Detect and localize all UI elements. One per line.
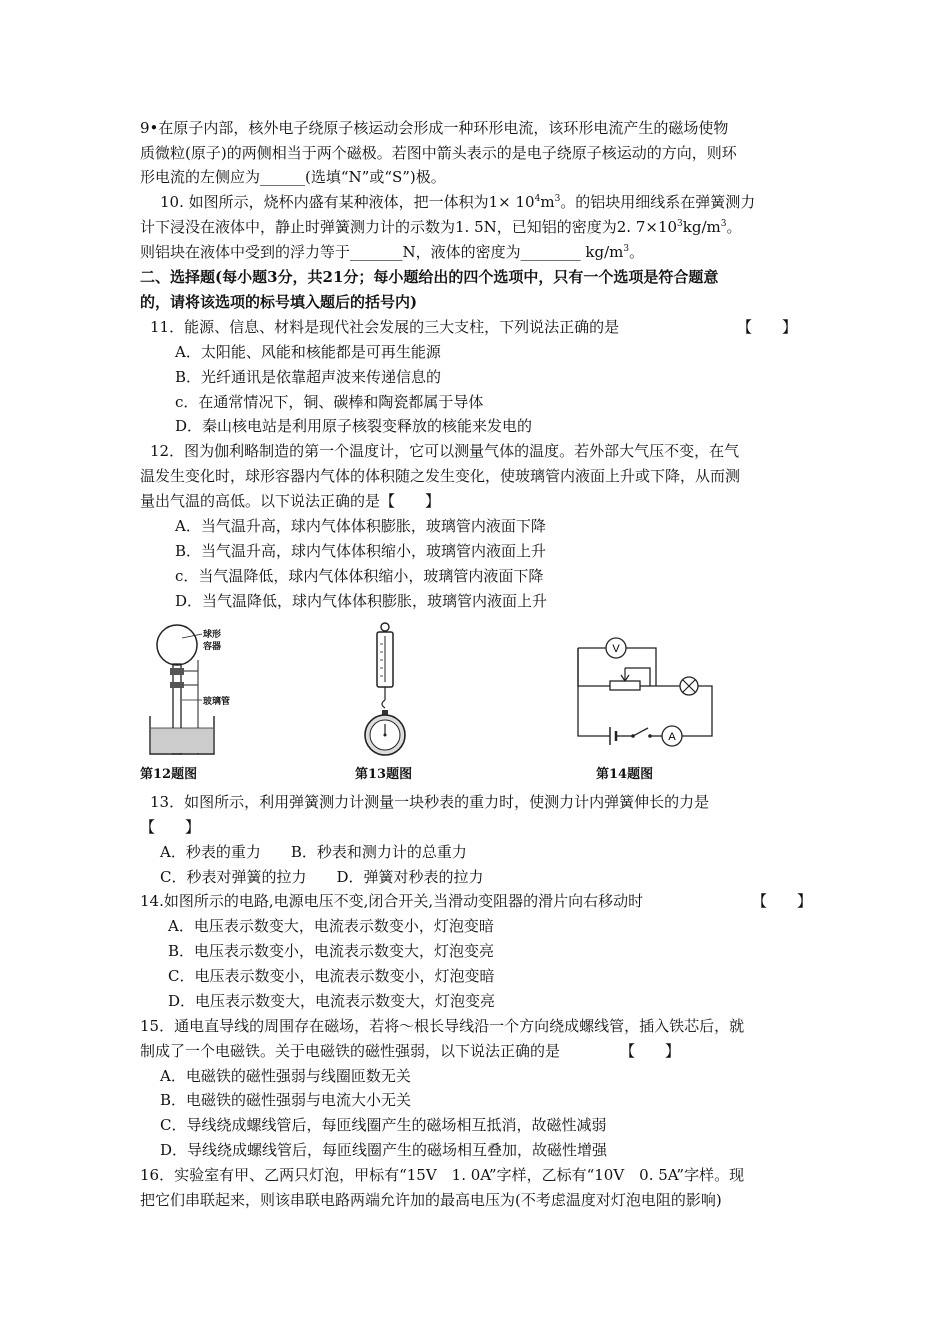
q10-l2-sup2: 3 (720, 219, 727, 229)
section2-heading-2: 的，请将该选项的标号填入题后的括号内) (140, 293, 418, 311)
q13-line-1: 13．如图所示，利用弹簧测力计测量一块秒表的重力时，使测力计内弹簧伸长的力是 (150, 793, 710, 811)
fig13-stopwatch-pivot (384, 734, 387, 737)
fig14-rheostat (610, 681, 640, 690)
q14-answer-bracket[interactable]: 【 】 (752, 892, 813, 910)
q9-line-1: 9•在原子内部，核外电子绕原子核运动会形成一种环形电流，该环形电流产生的磁场使物 (140, 119, 729, 137)
fig13-caption: 第13题图 (355, 767, 413, 782)
fig12-label-ball-2: 容器 (203, 642, 222, 652)
q10-l2-sup1: 3 (677, 219, 683, 229)
q12-line-1: 12．图为伽利略制造的第一个温度计，它可以测量气体的温度。若外部大气压不变，在气 (150, 442, 740, 460)
q10-l3-a: 则铝块在液体中受到的浮力等于_______N，液体的密度为________ kg/m (140, 243, 624, 261)
fig14-wire-left (578, 648, 610, 736)
q16-line-1: 16．实验室有甲、乙两只灯泡，甲标有“15V 1. 0A”字样，乙标有“10V 0. 5A”字样。现 (140, 1166, 745, 1184)
q11-stem (150, 315, 830, 339)
q10-l1-b: m (540, 193, 555, 211)
q10-line-3 (140, 240, 820, 264)
q10-line-2 (140, 215, 820, 239)
q14-option-a: A．电压表示数变大，电流表示数变小，灯泡变暗 (168, 917, 494, 935)
q12-option-b: B．当气温升高，球内气体体积缩小，玻璃管内液面上升 (175, 542, 547, 560)
fig12-clamp-2 (170, 682, 184, 688)
q10-line-1 (160, 190, 840, 214)
q11-stem-text: 11．能源、信息、材料是现代社会发展的三大支柱，下列说法正确的是 (150, 318, 620, 336)
fig12-label-ball-1: 球形 (203, 630, 222, 640)
fig14-circuit-diagram (570, 628, 720, 748)
fig12-liquid (151, 728, 213, 753)
fig12-leader-ball (182, 634, 202, 638)
q15-option-b: B．电磁铁的磁性强弱与电流大小无关 (160, 1091, 412, 1109)
q12-option-d: D．当气温降低，球内气体体积膨胀，玻璃管内液面上升 (175, 592, 548, 610)
q11-option-d: D．秦山核电站是利用原子核裂变释放的核能来发电的 (175, 417, 533, 435)
q10-l1-sup2: 3 (554, 194, 561, 204)
fig14-wire-voltmeter-right (626, 648, 656, 686)
q10-l3-sup: 3 (623, 244, 630, 254)
fig12-label-tube: 玻璃管 (203, 697, 231, 707)
q10-l1-sup1: 4 (534, 194, 541, 204)
fig14-caption: 第14题图 (596, 767, 654, 782)
q12-line-3: 量出气温的高低。以下说法正确的是【 】 (140, 492, 441, 510)
fig13-spring-scale-diagram (355, 620, 425, 760)
q15-option-a: A．电磁铁的磁性强弱与线圈匝数无关 (160, 1067, 411, 1085)
q11-option-a: A．太阳能、风能和核能都是可再生能源 (175, 343, 441, 361)
q9-line-2: 质微粒(原子)的两侧相当于两个磁极。若图中箭头表示的是电子绕原子核运动的方向，则环 (140, 144, 737, 162)
q15-option-c: C．导线绕成螺线管后，每匝线圈产生的磁场相互抵消，故磁性减弱 (160, 1116, 607, 1134)
q12-line-2: 温发生变化时，球形容器内气体的体积随之发生变化，使玻璃管内液面上升或下降，从而测 (140, 467, 741, 485)
fig14-switch-blade (633, 728, 648, 736)
q11-answer-bracket[interactable]: 【 】 (737, 318, 798, 336)
q9-line-3: 形电流的左侧应为______(选填“N”或“S”)极。 (140, 168, 446, 186)
q14-stem-text: 14.如图所示的电路,电源电压不变,闭合开关,当滑动变阻器的滑片向右移动时 (140, 892, 644, 910)
q12-option-a: A．当气温升高，球内气体体积膨胀，玻璃管内液面下降 (175, 517, 546, 535)
q15-line-1: 15．通电直导线的周围存在磁场，若将～根长导线沿一个方向绕成螺线管，插入铁芯后，就 (140, 1017, 745, 1035)
section2-heading-1: 二、选择题(每小题3分，共21分；每小题给出的四个选项中，只有一个选项是符合题意 (140, 268, 719, 286)
fig12-bulb (157, 625, 197, 665)
q10-l1-a: 10. 如图所示，烧杯内盛有某种液体，把一体积为1× 10 (160, 193, 535, 211)
q12-option-c: c．当气温降低，球内气体体积缩小，玻璃管内液面下降 (175, 567, 544, 585)
q11-option-c: c．在通常情况下，铜、碳棒和陶瓷都属于导体 (175, 393, 484, 411)
q10-l2-a: 计下浸没在液体中，静止时弹簧测力计的示数为1. 5N，已知铝的密度为2. 7×10 (140, 218, 678, 236)
q16-line-2: 把它们串联起来，则该串联电路两端允许加的最高电压为(不考虑温度对灯泡电阻的影响) (140, 1191, 722, 1209)
fig13-hook (382, 700, 385, 708)
fig14-wire-rheostat-in (578, 648, 610, 686)
q14-stem (140, 889, 820, 913)
q15-line-2-text: 制成了一个电磁铁。关于电磁铁的磁性强弱，以下说法正确的是 (140, 1042, 561, 1060)
q11-option-b: B．光纤通讯是依靠超声波来传递信息的 (175, 368, 442, 386)
fig14-voltmeter-label: V (612, 643, 620, 655)
q14-option-c: C．电压表示数变小，电流表示数变小，灯泡变暗 (168, 967, 495, 985)
q13-options-row-2: C．秒表对弹簧的拉力 D．弹簧对秒表的拉力 (160, 868, 484, 886)
q15-line-2 (140, 1039, 820, 1063)
q13-answer-bracket[interactable]: 【 】 (140, 818, 201, 836)
q15-answer-bracket[interactable]: 【 】 (620, 1042, 681, 1060)
q10-l2-b: kg/m (682, 218, 721, 236)
fig13-top-ring (381, 623, 389, 631)
q14-option-d: D．电压表示数变大，电流表示数变大，灯泡变亮 (168, 992, 496, 1010)
fig12-thermometer-diagram (140, 620, 250, 760)
q10-l1-c: 。的铝块用细线系在弹簧测力 (560, 193, 756, 211)
q10-l3-b: 。 (629, 243, 645, 261)
q10-l2-c: 。 (726, 218, 742, 236)
fig14-ammeter-label: A (668, 731, 676, 743)
q15-option-d: D．导线绕成螺线管后，每匝线圈产生的磁场相互叠加，故磁性增强 (160, 1141, 608, 1159)
fig12-caption: 第12题图 (140, 767, 198, 782)
q14-option-b: B．电压表示数变小，电流表示数变大，灯泡变亮 (168, 942, 495, 960)
fig12-clamp-1 (170, 668, 184, 675)
q13-options-row-1: A．秒表的重力 B．秒表和测力计的总重力 (160, 843, 467, 861)
